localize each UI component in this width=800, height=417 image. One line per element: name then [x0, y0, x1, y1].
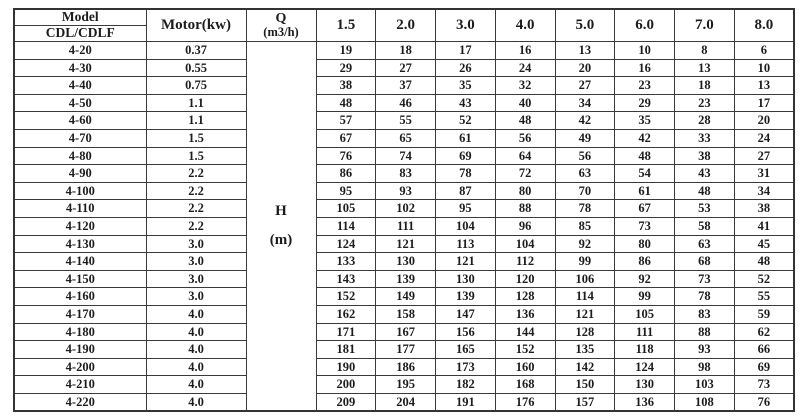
head-value-cell: 72: [495, 165, 555, 183]
motor-power-cell: 3.0: [146, 270, 246, 288]
head-value-cell: 106: [555, 270, 615, 288]
table-row: [14, 323, 794, 341]
model-cell: 4-200: [14, 358, 146, 376]
head-value-cell: 52: [436, 112, 496, 130]
head-value-cell: 93: [675, 341, 735, 359]
head-value-cell: 130: [615, 376, 675, 394]
head-value-cell: 160: [495, 358, 555, 376]
head-value-cell: 23: [615, 77, 675, 95]
model-cell: 4-170: [14, 305, 146, 323]
head-value-cell: 95: [316, 182, 376, 200]
model-cell: 4-80: [14, 147, 146, 165]
head-value-cell: 43: [675, 165, 735, 183]
head-value-cell: 56: [495, 129, 555, 147]
motor-power-cell: 0.75: [146, 77, 246, 95]
head-value-cell: 16: [495, 42, 555, 60]
table-row: [14, 147, 794, 165]
model-cell: 4-120: [14, 217, 146, 235]
motor-power-cell: 3.0: [146, 253, 246, 271]
head-value-cell: 168: [495, 376, 555, 394]
motor-header: Motor(kw): [146, 9, 246, 42]
head-value-cell: 104: [495, 235, 555, 253]
motor-power-cell: 1.1: [146, 112, 246, 130]
head-value-cell: 43: [436, 94, 496, 112]
head-value-cell: 186: [376, 358, 436, 376]
head-value-cell: 24: [495, 59, 555, 77]
head-value-cell: 139: [376, 270, 436, 288]
head-value-cell: 102: [376, 200, 436, 218]
head-value-cell: 121: [376, 235, 436, 253]
flow-column-header: 5.0: [555, 9, 615, 42]
head-value-cell: 113: [436, 235, 496, 253]
table-row: [14, 341, 794, 359]
head-value-cell: 17: [436, 42, 496, 60]
model-cell: 4-130: [14, 235, 146, 253]
q-unit: (m3/h): [263, 25, 299, 40]
head-value-cell: 67: [316, 129, 376, 147]
head-value-cell: 88: [495, 200, 555, 218]
table-row: [14, 305, 794, 323]
head-value-cell: 121: [436, 253, 496, 271]
head-value-cell: 74: [376, 147, 436, 165]
head-value-cell: 80: [615, 235, 675, 253]
header-row-top: [14, 9, 794, 26]
head-value-cell: 59: [734, 305, 794, 323]
table-header: [14, 9, 794, 42]
head-value-cell: 13: [734, 77, 794, 95]
model-cell: 4-30: [14, 59, 146, 77]
head-value-cell: 128: [555, 323, 615, 341]
head-value-cell: 191: [436, 393, 496, 411]
motor-power-cell: 4.0: [146, 341, 246, 359]
head-value-cell: 64: [495, 147, 555, 165]
head-value-cell: 18: [376, 42, 436, 60]
head-value-cell: 34: [555, 94, 615, 112]
q-symbol: Q: [275, 10, 287, 26]
motor-power-cell: 0.37: [146, 42, 246, 60]
flow-column-header: 8.0: [734, 9, 794, 42]
head-value-cell: 56: [555, 147, 615, 165]
head-value-cell: 130: [436, 270, 496, 288]
head-value-cell: 114: [555, 288, 615, 306]
head-unit: (m): [269, 232, 293, 249]
flow-column-header: 4.0: [495, 9, 555, 42]
head-value-cell: 136: [615, 393, 675, 411]
table-row: [14, 77, 794, 95]
head-value-cell: 49: [555, 129, 615, 147]
head-value-cell: 176: [495, 393, 555, 411]
model-cell: 4-50: [14, 94, 146, 112]
head-value-cell: 99: [615, 288, 675, 306]
head-value-cell: 80: [495, 182, 555, 200]
model-cell: 4-190: [14, 341, 146, 359]
head-value-cell: 167: [376, 323, 436, 341]
head-value-cell: 13: [675, 59, 735, 77]
head-value-cell: 23: [675, 94, 735, 112]
model-cell: 4-110: [14, 200, 146, 218]
head-value-cell: 40: [495, 94, 555, 112]
table-row: [14, 235, 794, 253]
head-value-cell: 120: [495, 270, 555, 288]
head-value-cell: 118: [615, 341, 675, 359]
head-value-cell: 35: [615, 112, 675, 130]
head-value-cell: 46: [376, 94, 436, 112]
head-value-cell: 195: [376, 376, 436, 394]
head-value-cell: 63: [675, 235, 735, 253]
flow-column-header: 1.5: [316, 9, 376, 42]
head-value-cell: 18: [675, 77, 735, 95]
table-row: [14, 165, 794, 183]
head-value-cell: 63: [555, 165, 615, 183]
head-value-cell: 124: [615, 358, 675, 376]
head-value-cell: 105: [316, 200, 376, 218]
motor-power-cell: 2.2: [146, 200, 246, 218]
model-cell: 4-180: [14, 323, 146, 341]
head-value-cell: 37: [376, 77, 436, 95]
head-value-cell: 152: [316, 288, 376, 306]
head-value-cell: 31: [734, 165, 794, 183]
head-value-cell: 66: [734, 341, 794, 359]
head-value-cell: 52: [734, 270, 794, 288]
head-value-cell: 152: [495, 341, 555, 359]
head-value-cell: 104: [436, 217, 496, 235]
flow-column-header: 6.0: [615, 9, 675, 42]
head-value-cell: 55: [734, 288, 794, 306]
head-value-cell: 48: [734, 253, 794, 271]
head-value-cell: 69: [436, 147, 496, 165]
head-value-cell: 6: [734, 42, 794, 60]
head-value-cell: 73: [615, 217, 675, 235]
model-cell: 4-220: [14, 393, 146, 411]
motor-power-cell: 1.1: [146, 94, 246, 112]
head-value-cell: 54: [615, 165, 675, 183]
model-header: Model: [14, 9, 146, 26]
head-value-cell: 35: [436, 77, 496, 95]
head-value-cell: 86: [316, 165, 376, 183]
motor-power-cell: 4.0: [146, 323, 246, 341]
head-value-cell: 139: [436, 288, 496, 306]
head-value-cell: 67: [615, 200, 675, 218]
head-value-cell: 76: [316, 147, 376, 165]
head-value-cell: 124: [316, 235, 376, 253]
flow-column-header: 7.0: [675, 9, 735, 42]
head-value-cell: 65: [376, 129, 436, 147]
table-row: [14, 270, 794, 288]
head-value-cell: 16: [615, 59, 675, 77]
head-value-cell: 33: [675, 129, 735, 147]
head-value-cell: 27: [376, 59, 436, 77]
head-value-cell: 42: [555, 112, 615, 130]
head-value-cell: 38: [675, 147, 735, 165]
head-value-cell: 182: [436, 376, 496, 394]
model-cell: 4-60: [14, 112, 146, 130]
motor-power-cell: 2.2: [146, 217, 246, 235]
table-row: [14, 94, 794, 112]
model-cell: 4-40: [14, 77, 146, 95]
head-value-cell: 57: [316, 112, 376, 130]
head-value-cell: 128: [495, 288, 555, 306]
table-row: [14, 42, 794, 60]
head-value-cell: 108: [675, 393, 735, 411]
motor-power-cell: 4.0: [146, 358, 246, 376]
head-value-cell: 32: [495, 77, 555, 95]
model-cell: 4-140: [14, 253, 146, 271]
head-value-cell: 150: [555, 376, 615, 394]
head-value-cell: 13: [555, 42, 615, 60]
head-value-cell: 76: [734, 393, 794, 411]
head-value-cell: 55: [376, 112, 436, 130]
table-row: [14, 217, 794, 235]
head-value-cell: 41: [734, 217, 794, 235]
head-value-cell: 156: [436, 323, 496, 341]
head-value-cell: 53: [675, 200, 735, 218]
head-value-cell: 85: [555, 217, 615, 235]
head-value-cell: 105: [615, 305, 675, 323]
table-row: [14, 182, 794, 200]
motor-power-cell: 0.55: [146, 59, 246, 77]
head-value-cell: 19: [316, 42, 376, 60]
pump-spec-table: [13, 8, 795, 412]
model-cell: 4-160: [14, 288, 146, 306]
head-value-cell: 142: [555, 358, 615, 376]
table-row: [14, 112, 794, 130]
head-value-cell: 38: [316, 77, 376, 95]
head-value-cell: 38: [734, 200, 794, 218]
head-value-cell: 48: [316, 94, 376, 112]
head-value-cell: 98: [675, 358, 735, 376]
head-value-cell: 200: [316, 376, 376, 394]
motor-power-cell: 2.2: [146, 182, 246, 200]
motor-power-cell: 2.2: [146, 165, 246, 183]
motor-power-cell: 1.5: [146, 129, 246, 147]
head-value-cell: 83: [675, 305, 735, 323]
head-value-cell: 48: [675, 182, 735, 200]
head-value-cell: 143: [316, 270, 376, 288]
motor-power-cell: 3.0: [146, 235, 246, 253]
head-value-cell: 24: [734, 129, 794, 147]
head-value-cell: 130: [376, 253, 436, 271]
head-value-cell: 135: [555, 341, 615, 359]
head-value-cell: 171: [316, 323, 376, 341]
head-value-cell: 69: [734, 358, 794, 376]
head-value-cell: 114: [316, 217, 376, 235]
head-value-cell: 162: [316, 305, 376, 323]
model-cell: 4-210: [14, 376, 146, 394]
motor-power-cell: 4.0: [146, 393, 246, 411]
table-body: [14, 42, 794, 412]
head-value-cell: 68: [675, 253, 735, 271]
head-value-cell: 42: [615, 129, 675, 147]
head-value-cell: 204: [376, 393, 436, 411]
head-value-cell: 190: [316, 358, 376, 376]
motor-power-cell: 1.5: [146, 147, 246, 165]
head-value-cell: 58: [675, 217, 735, 235]
head-value-cell: 20: [734, 112, 794, 130]
head-value-cell: 209: [316, 393, 376, 411]
head-value-cell: 45: [734, 235, 794, 253]
head-value-cell: 157: [555, 393, 615, 411]
table-row: [14, 129, 794, 147]
head-value-cell: 29: [316, 59, 376, 77]
motor-power-cell: 4.0: [146, 376, 246, 394]
head-value-cell: 136: [495, 305, 555, 323]
head-value-cell: 92: [555, 235, 615, 253]
head-value-cell: 133: [316, 253, 376, 271]
model-cell: 4-150: [14, 270, 146, 288]
table-row: [14, 200, 794, 218]
head-value-cell: 173: [436, 358, 496, 376]
head-value-cell: 88: [675, 323, 735, 341]
head-value-cell: 10: [734, 59, 794, 77]
head-value-cell: 111: [615, 323, 675, 341]
head-value-cell: 177: [376, 341, 436, 359]
head-value-cell: 26: [436, 59, 496, 77]
model-cell: 4-20: [14, 42, 146, 60]
head-value-cell: 147: [436, 305, 496, 323]
head-value-cell: 73: [734, 376, 794, 394]
head-value-cell: 86: [615, 253, 675, 271]
motor-power-cell: 3.0: [146, 288, 246, 306]
head-value-cell: 27: [734, 147, 794, 165]
head-value-cell: 61: [436, 129, 496, 147]
head-value-cell: 165: [436, 341, 496, 359]
head-value-cell: 93: [376, 182, 436, 200]
head-value-cell: 27: [555, 77, 615, 95]
head-value-cell: 112: [495, 253, 555, 271]
head-value-cell: 158: [376, 305, 436, 323]
model-series-header: CDL/CDLF: [14, 26, 146, 42]
head-unit-cell: [246, 42, 316, 412]
head-value-cell: 17: [734, 94, 794, 112]
head-value-cell: 48: [495, 112, 555, 130]
head-value-cell: 48: [615, 147, 675, 165]
model-cell: 4-100: [14, 182, 146, 200]
head-value-cell: 111: [376, 217, 436, 235]
head-value-cell: 62: [734, 323, 794, 341]
head-value-cell: 73: [675, 270, 735, 288]
head-value-cell: 95: [436, 200, 496, 218]
motor-power-cell: 4.0: [146, 305, 246, 323]
head-value-cell: 28: [675, 112, 735, 130]
head-value-cell: 144: [495, 323, 555, 341]
head-value-cell: 149: [376, 288, 436, 306]
head-value-cell: 181: [316, 341, 376, 359]
model-cell: 4-90: [14, 165, 146, 183]
table-row: [14, 358, 794, 376]
head-value-cell: 10: [615, 42, 675, 60]
head-value-cell: 20: [555, 59, 615, 77]
table-row: [14, 393, 794, 411]
head-value-cell: 83: [376, 165, 436, 183]
head-value-cell: 8: [675, 42, 735, 60]
head-value-cell: 61: [615, 182, 675, 200]
table-row: [14, 59, 794, 77]
head-symbol: H: [275, 203, 287, 220]
head-value-cell: 99: [555, 253, 615, 271]
head-value-cell: 96: [495, 217, 555, 235]
table-row: [14, 288, 794, 306]
head-value-cell: 78: [555, 200, 615, 218]
model-cell: 4-70: [14, 129, 146, 147]
flow-column-header: 3.0: [436, 9, 496, 42]
flow-column-header: 2.0: [376, 9, 436, 42]
head-value-cell: 92: [615, 270, 675, 288]
head-value-cell: 87: [436, 182, 496, 200]
head-value-cell: 70: [555, 182, 615, 200]
head-value-cell: 29: [615, 94, 675, 112]
table-row: [14, 376, 794, 394]
head-value-cell: 103: [675, 376, 735, 394]
head-value-cell: 121: [555, 305, 615, 323]
head-value-cell: 78: [675, 288, 735, 306]
head-value-cell: 34: [734, 182, 794, 200]
head-value-cell: 78: [436, 165, 496, 183]
flow-header: [246, 9, 316, 42]
table-row: [14, 253, 794, 271]
